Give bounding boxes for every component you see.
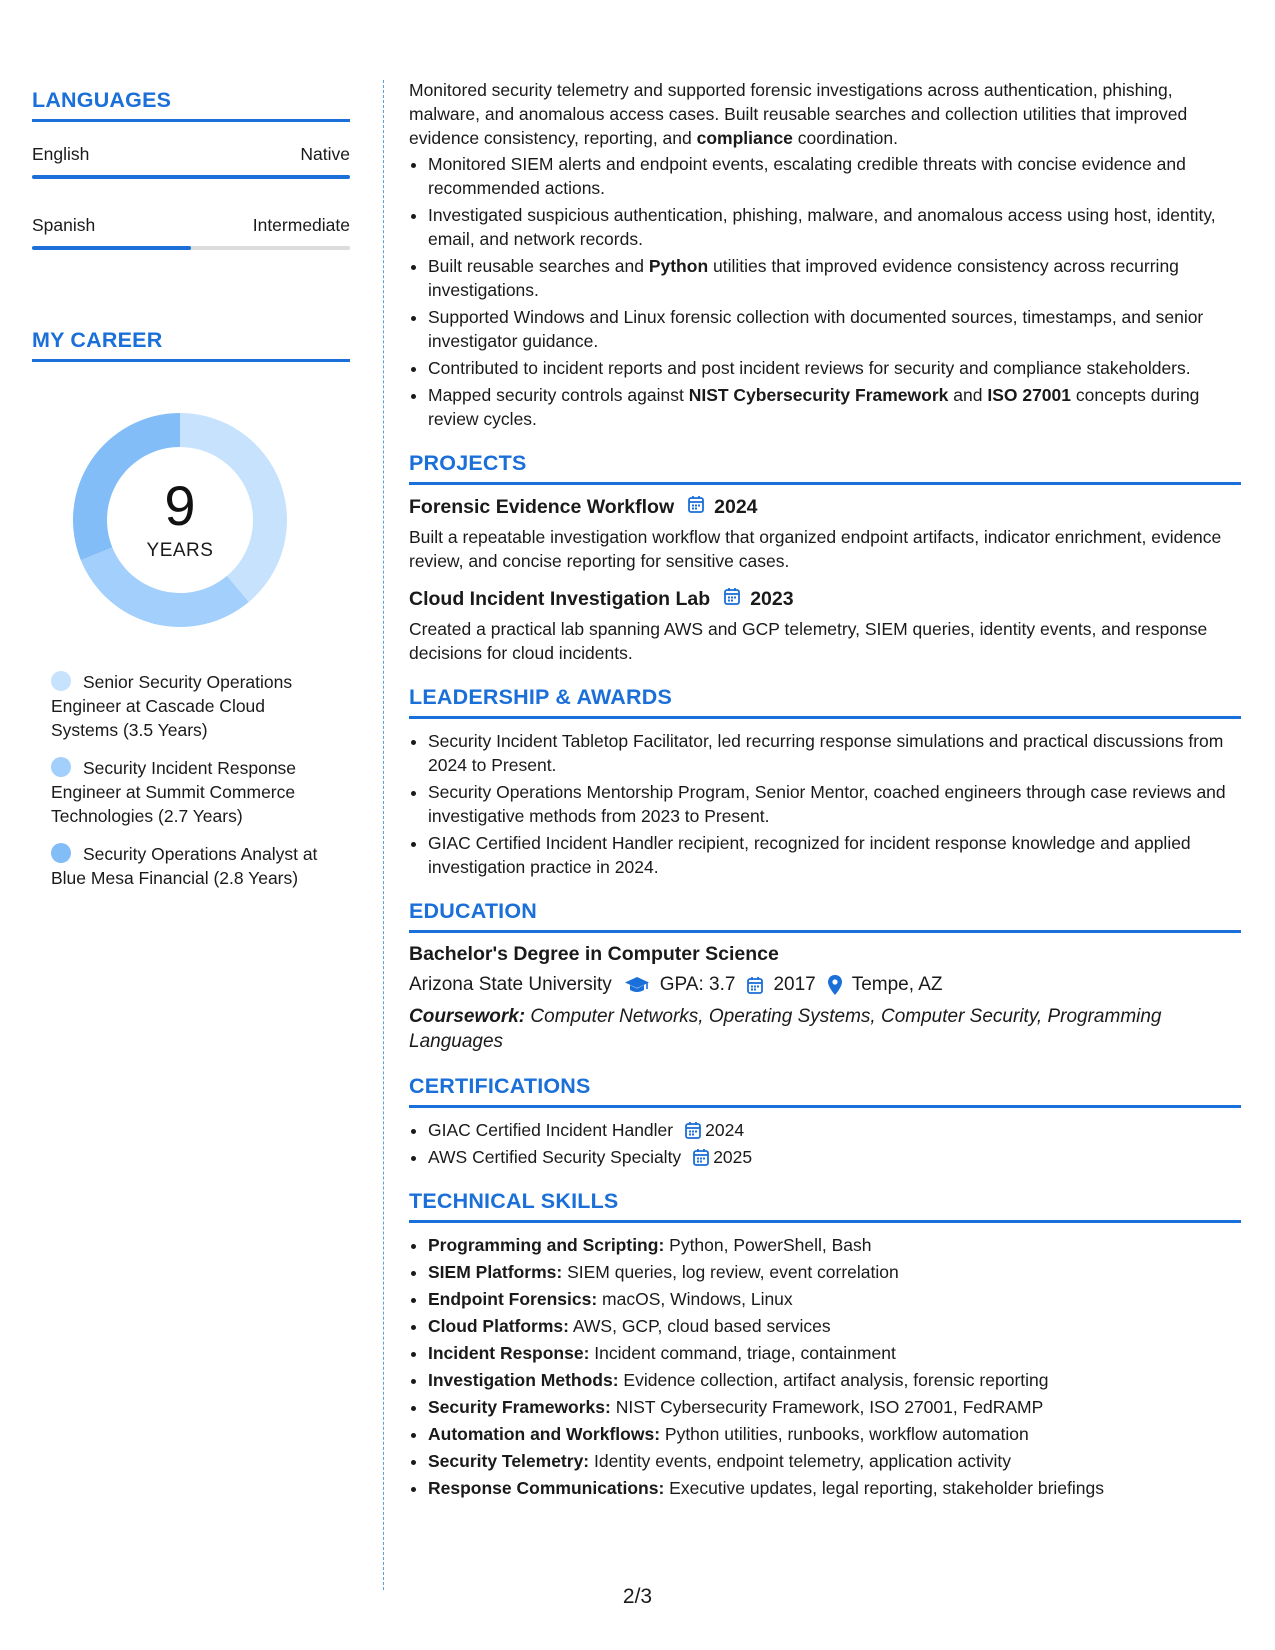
skill-label: Security Frameworks: bbox=[428, 1397, 611, 1417]
skill-label: Investigation Methods: bbox=[428, 1370, 619, 1390]
skill-item bbox=[428, 1287, 1241, 1311]
certifications-title: CERTIFICATIONS bbox=[409, 1074, 1241, 1108]
project-year: 2023 bbox=[750, 587, 794, 610]
bullet-text: Mapped security controls against bbox=[428, 385, 689, 405]
language-proficiency-bar bbox=[32, 246, 350, 250]
language-name: Spanish bbox=[32, 215, 96, 235]
skill-value: SIEM queries, log review, event correlation bbox=[562, 1262, 899, 1282]
language-proficiency-fill bbox=[32, 246, 191, 250]
legend-dot-icon bbox=[51, 671, 71, 691]
skill-value: Python, PowerShell, Bash bbox=[664, 1235, 872, 1255]
experience-bullets bbox=[409, 152, 1241, 431]
language-level: Intermediate bbox=[252, 215, 350, 235]
languages-title: LANGUAGES bbox=[32, 88, 350, 122]
bullet-text: Built reusable searches and bbox=[428, 256, 649, 276]
education-title: EDUCATION bbox=[409, 899, 1241, 933]
coursework-label: Coursework: bbox=[409, 1006, 526, 1027]
leadership-item: • Security Incident Tabletop Facilitator, led recurring response simulations and practical discussions from 2024 to Present. bbox=[428, 729, 1241, 777]
main-content bbox=[409, 78, 1241, 1503]
language-level: Native bbox=[300, 144, 350, 164]
career-donut-chart bbox=[66, 406, 294, 634]
education-degree: Bachelor's Degree in Computer Science bbox=[409, 943, 779, 965]
certification-name: • GIAC Certified Incident Handler bbox=[428, 1120, 674, 1140]
graduation-cap-icon bbox=[624, 976, 650, 994]
bullet-bold-text: NIST Cybersecurity Framework bbox=[688, 385, 949, 405]
skill-item bbox=[428, 1476, 1241, 1500]
calendar-icon bbox=[724, 587, 740, 611]
career-legend-item bbox=[51, 670, 321, 742]
skill-value: macOS, Windows, Linux bbox=[597, 1289, 793, 1309]
experience-bullet: • Investigated suspicious authentication, phishing, malware, and anomalous access using host, identity, email, and network records. bbox=[428, 203, 1241, 251]
summary-bold-text: compliance bbox=[696, 128, 793, 148]
career-legend-item bbox=[51, 756, 321, 828]
certification-name: • AWS Certified Security Specialty bbox=[428, 1147, 682, 1167]
certification-year: 2025 bbox=[713, 1147, 753, 1167]
calendar-icon bbox=[688, 495, 704, 519]
skill-label: SIEM Platforms: bbox=[428, 1262, 563, 1282]
skill-value: Python utilities, runbooks, workflow automation bbox=[660, 1424, 1029, 1444]
bullet-text: and bbox=[948, 385, 988, 405]
skill-item bbox=[428, 1314, 1241, 1338]
calendar-icon bbox=[685, 1121, 701, 1139]
skill-value: AWS, GCP, cloud based services bbox=[568, 1316, 831, 1336]
career-section bbox=[32, 328, 350, 890]
skill-value: Incident command, triage, containment bbox=[589, 1343, 896, 1363]
skill-item bbox=[428, 1341, 1241, 1365]
skill-label: Response Communications: bbox=[428, 1478, 665, 1498]
education-meta bbox=[409, 974, 1241, 996]
experience-bullet: • Supported Windows and Linux forensic collection with documented sources, timestamps, and senior investigator guidance. bbox=[428, 305, 1241, 353]
skill-label: Endpoint Forensics: bbox=[428, 1289, 598, 1309]
leadership-item: • Security Operations Mentorship Program, Senior Mentor, coached engineers through case reviews and investigative methods from 2023 to Present. bbox=[428, 780, 1241, 828]
bullet-bold-text: ISO 27001 bbox=[987, 385, 1071, 405]
language-proficiency-fill bbox=[32, 175, 350, 179]
project-item bbox=[409, 495, 1241, 573]
experience-bullet bbox=[428, 254, 1241, 302]
skill-value: Executive updates, legal reporting, stakeholder briefings bbox=[664, 1478, 1105, 1498]
skill-item bbox=[428, 1449, 1241, 1473]
experience-bullet: • Contributed to incident reports and post incident reviews for security and compliance stakeholders. bbox=[428, 356, 1241, 380]
calendar-icon bbox=[747, 976, 763, 994]
coursework-list: Computer Networks, Operating Systems, Computer Security, Programming Languages bbox=[409, 1006, 1162, 1052]
skill-value: Evidence collection, artifact analysis, forensic reporting bbox=[618, 1370, 1049, 1390]
leadership-item: • GIAC Certified Incident Handler recipient, recognized for incident response knowledge and applied investigation practice in 2024. bbox=[428, 831, 1241, 879]
summary-text: Monitored security telemetry and supported forensic investigations across authentication, phishing, malware, and anomalous access cases. Built reusable searches and collection utilities that improved evidence consistency, reporting, and bbox=[409, 80, 1188, 148]
language-proficiency-bar bbox=[32, 175, 350, 179]
skills-title: TECHNICAL SKILLS bbox=[409, 1189, 1241, 1223]
project-name: Cloud Incident Investigation Lab bbox=[409, 587, 711, 610]
career-role-text: Security Operations Analyst at Blue Mesa Financial (2.8 Years) bbox=[51, 844, 318, 888]
project-year: 2024 bbox=[714, 495, 758, 518]
bullet-bold-text: Python bbox=[648, 256, 709, 276]
skill-value: Identity events, endpoint telemetry, application activity bbox=[589, 1451, 1011, 1471]
career-legend bbox=[32, 670, 321, 890]
skill-label: Programming and Scripting: bbox=[428, 1235, 665, 1255]
experience-bullet bbox=[428, 383, 1241, 431]
legend-dot-icon bbox=[51, 843, 71, 863]
skill-item bbox=[428, 1395, 1241, 1419]
location-pin-icon bbox=[828, 975, 842, 995]
legend-dot-icon bbox=[51, 757, 71, 777]
education-location: Tempe, AZ bbox=[851, 974, 943, 995]
skill-item bbox=[428, 1368, 1241, 1392]
certification-year: 2024 bbox=[705, 1120, 745, 1140]
education-gpa: GPA: 3.7 bbox=[659, 974, 736, 995]
skill-label: Cloud Platforms: bbox=[428, 1316, 569, 1336]
education-coursework bbox=[409, 1004, 1241, 1054]
language-spanish bbox=[32, 215, 350, 250]
project-description: Built a repeatable investigation workflow that organized endpoint artifacts, indicator enrichment, evidence review, and concise reporting for sensitive cases. bbox=[409, 527, 1222, 571]
skill-label: Incident Response: bbox=[428, 1343, 590, 1363]
education-year: 2017 bbox=[773, 974, 816, 995]
career-role-text: Senior Security Operations Engineer at Cascade Cloud Systems (3.5 Years) bbox=[51, 672, 293, 740]
skill-item bbox=[428, 1260, 1241, 1284]
education-section bbox=[409, 899, 1241, 1054]
skill-label: Automation and Workflows: bbox=[428, 1424, 661, 1444]
career-legend-item bbox=[51, 842, 321, 890]
certification-item bbox=[428, 1118, 1241, 1142]
education-school: Arizona State University bbox=[409, 974, 612, 995]
career-total-years: 9 bbox=[164, 474, 196, 537]
project-description: Created a practical lab spanning AWS and GCP telemetry, SIEM queries, identity events, and response decisions for cloud incidents. bbox=[409, 619, 1208, 663]
career-role-text: Security Incident Response Engineer at Summit Commerce Technologies (2.7 Years) bbox=[51, 758, 297, 826]
language-name: English bbox=[32, 144, 90, 164]
project-item bbox=[409, 587, 1241, 665]
skill-value: NIST Cybersecurity Framework, ISO 27001, FedRAMP bbox=[610, 1397, 1044, 1417]
project-name: Forensic Evidence Workflow bbox=[409, 495, 675, 518]
page-number: 2/3 bbox=[622, 1585, 653, 1608]
experience-summary bbox=[409, 78, 1241, 150]
certification-item bbox=[428, 1145, 1241, 1169]
bullet-text: concepts during review cycles. bbox=[428, 385, 1200, 429]
career-title: MY CAREER bbox=[32, 328, 350, 362]
leadership-section bbox=[409, 685, 1241, 879]
column-divider bbox=[383, 80, 384, 1590]
experience-bullet: • Monitored SIEM alerts and endpoint events, escalating credible threats with concise evidence and recommended actions. bbox=[428, 152, 1241, 200]
projects-section bbox=[409, 451, 1241, 665]
skill-label: Security Telemetry: bbox=[428, 1451, 590, 1471]
leadership-title: LEADERSHIP & AWARDS bbox=[409, 685, 1241, 719]
career-years-label: YEARS bbox=[146, 540, 214, 561]
language-english bbox=[32, 144, 350, 179]
certifications-section bbox=[409, 1074, 1241, 1169]
bullet-text: utilities that improved evidence consistency across recurring investigations. bbox=[428, 256, 1179, 300]
summary-text-end: coordination. bbox=[792, 128, 898, 148]
skill-item bbox=[428, 1233, 1241, 1257]
sidebar bbox=[32, 88, 350, 904]
skills-section bbox=[409, 1189, 1241, 1500]
skill-item bbox=[428, 1422, 1241, 1446]
projects-title: PROJECTS bbox=[409, 451, 1241, 485]
calendar-icon bbox=[693, 1148, 709, 1166]
